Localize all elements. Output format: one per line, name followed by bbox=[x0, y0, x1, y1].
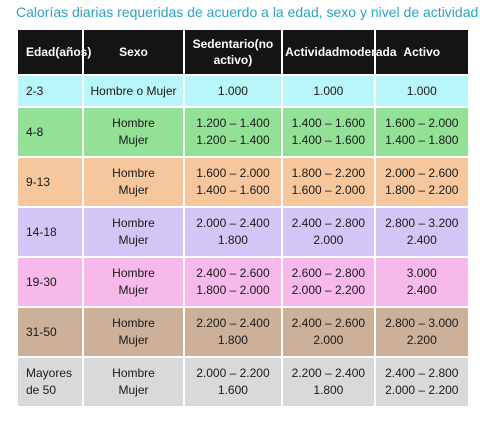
moderate-cell-line: 1.000 bbox=[313, 83, 344, 98]
active-cell-line: 2.200 bbox=[406, 333, 437, 347]
header-row bbox=[18, 30, 468, 74]
active-cell-line: 1.000 bbox=[406, 83, 437, 98]
active-cell-line: 1.400 – 1.800 bbox=[385, 133, 459, 147]
sex-cell bbox=[84, 258, 182, 306]
active-cell-line: 2.400 bbox=[406, 233, 437, 247]
moderate-cell-line: 2.000 bbox=[313, 233, 344, 247]
header-age bbox=[18, 30, 92, 74]
calorie-table bbox=[16, 28, 470, 408]
header-sedentary-line: (no activo) bbox=[213, 37, 274, 67]
sex-cell-line: Hombre bbox=[112, 266, 155, 280]
moderate-cell bbox=[283, 158, 373, 206]
sedentary-cell bbox=[185, 158, 281, 206]
header-sedentary-line: Sedentario bbox=[192, 37, 255, 51]
active-cell bbox=[376, 208, 468, 256]
sedentary-cell-line: 1.200 – 1.400 bbox=[196, 116, 270, 130]
moderate-cell-line: 1.600 – 2.000 bbox=[291, 183, 366, 197]
sex-cell bbox=[84, 208, 182, 256]
sex-cell bbox=[84, 358, 182, 406]
moderate-cell-line: 2.000 – 2.200 bbox=[291, 283, 366, 297]
sedentary-cell-line: 2.000 – 2.400 bbox=[196, 216, 270, 230]
moderate-cell-line: 1.800 bbox=[313, 383, 344, 397]
sex-cell-line: Mujer bbox=[118, 233, 149, 247]
moderate-cell bbox=[283, 76, 373, 106]
active-cell-line: 2.000 – 2.200 bbox=[385, 383, 459, 397]
header-moderate bbox=[283, 30, 397, 74]
sedentary-cell-line: 2.400 – 2.600 bbox=[196, 266, 270, 280]
sex-cell-line: Hombre o Mujer bbox=[90, 83, 177, 98]
sex-cell-line: Hombre bbox=[112, 166, 155, 180]
active-cell-line: 2.800 – 3.200 bbox=[385, 216, 459, 230]
sedentary-cell-line: 1.600 – 2.000 bbox=[196, 166, 270, 180]
sedentary-cell-line: 2.000 – 2.200 bbox=[196, 366, 270, 380]
sex-cell bbox=[84, 76, 182, 106]
age-cell-line: de 50 bbox=[26, 383, 57, 397]
sex-cell-line: Mujer bbox=[118, 283, 149, 297]
table-row bbox=[18, 358, 468, 406]
table-row bbox=[18, 208, 468, 256]
age-cell bbox=[18, 308, 82, 356]
active-cell-line: 1.800 – 2.200 bbox=[385, 183, 459, 197]
age-cell-line: 14-18 bbox=[26, 224, 57, 239]
header-moderate-line: Actividad bbox=[285, 45, 340, 59]
table-row bbox=[18, 108, 468, 156]
active-cell bbox=[376, 158, 468, 206]
moderate-cell bbox=[283, 208, 373, 256]
moderate-cell-line: 2.600 – 2.800 bbox=[291, 266, 366, 280]
sex-cell bbox=[84, 308, 182, 356]
sedentary-cell bbox=[185, 258, 281, 306]
sex-cell-line: Mujer bbox=[118, 183, 149, 197]
active-cell bbox=[376, 308, 468, 356]
sex-cell-line: Hombre bbox=[112, 216, 155, 230]
age-cell bbox=[18, 108, 82, 156]
sex-cell-line: Mujer bbox=[118, 383, 149, 397]
moderate-cell bbox=[283, 108, 373, 156]
moderate-cell-line: 2.200 – 2.400 bbox=[291, 366, 366, 380]
sedentary-cell-line: 1.400 – 1.600 bbox=[196, 183, 270, 197]
table-row bbox=[18, 308, 468, 356]
header-sex bbox=[84, 30, 182, 74]
age-cell-line: 2-3 bbox=[26, 83, 44, 98]
moderate-cell bbox=[283, 258, 373, 306]
sex-cell bbox=[84, 108, 182, 156]
active-cell-line: 1.600 – 2.000 bbox=[385, 116, 459, 130]
moderate-cell-line: 1.800 – 2.200 bbox=[291, 166, 366, 180]
moderate-cell bbox=[283, 358, 373, 406]
moderate-cell-line: 2.000 bbox=[313, 333, 344, 347]
sex-cell-line: Hombre bbox=[112, 366, 155, 380]
age-cell-line: Mayores bbox=[26, 366, 73, 380]
sedentary-cell-line: 1.800 bbox=[217, 333, 248, 347]
header-moderate-line: moderada bbox=[339, 45, 397, 59]
sex-cell-line: Hombre bbox=[112, 116, 155, 130]
page-title: Calorías diarias requeridas de acuerdo a la edad, sexo y nivel de actividad bbox=[16, 4, 479, 20]
age-cell bbox=[18, 358, 82, 406]
active-cell bbox=[376, 76, 468, 106]
age-cell bbox=[18, 258, 82, 306]
table-row bbox=[18, 258, 468, 306]
active-cell-line: 2.400 – 2.800 bbox=[385, 366, 459, 380]
active-cell-line: 3.000 bbox=[406, 266, 437, 280]
active-cell-line: 2.800 – 3.000 bbox=[385, 316, 459, 330]
moderate-cell-line: 1.400 – 1.600 bbox=[291, 133, 366, 147]
sex-cell-line: Mujer bbox=[118, 333, 149, 347]
table-row bbox=[18, 158, 468, 206]
age-cell bbox=[18, 158, 82, 206]
sex-cell-line: Mujer bbox=[118, 133, 149, 147]
sedentary-cell bbox=[185, 76, 281, 106]
active-cell bbox=[376, 358, 468, 406]
sedentary-cell bbox=[185, 208, 281, 256]
age-cell bbox=[18, 208, 82, 256]
sedentary-cell-line: 1.800 – 2.000 bbox=[196, 283, 270, 297]
moderate-cell-line: 2.400 – 2.600 bbox=[291, 316, 366, 330]
sedentary-cell-line: 2.200 – 2.400 bbox=[196, 316, 270, 330]
header-sex-line: Sexo bbox=[119, 45, 148, 59]
sedentary-cell-line: 1.600 bbox=[217, 383, 248, 397]
header-active-line: Activo bbox=[403, 45, 441, 59]
header-age-line: Edad bbox=[26, 45, 56, 59]
age-cell bbox=[18, 76, 82, 106]
active-cell-line: 2.000 – 2.600 bbox=[385, 166, 459, 180]
moderate-cell-line: 2.400 – 2.800 bbox=[291, 216, 366, 230]
header-age-line: (años) bbox=[55, 45, 92, 59]
active-cell bbox=[376, 258, 468, 306]
sedentary-cell bbox=[185, 358, 281, 406]
moderate-cell-line: 1.400 – 1.600 bbox=[291, 116, 366, 130]
age-cell-line: 31-50 bbox=[26, 324, 57, 339]
sex-cell bbox=[84, 158, 182, 206]
sedentary-cell-line: 1.800 bbox=[217, 233, 248, 247]
sedentary-cell bbox=[185, 108, 281, 156]
age-cell-line: 4-8 bbox=[26, 124, 44, 139]
age-cell-line: 19-30 bbox=[26, 274, 57, 289]
sedentary-cell-line: 1.200 – 1.400 bbox=[196, 133, 270, 147]
header-sedentary bbox=[185, 30, 281, 74]
age-cell-line: 9-13 bbox=[26, 174, 51, 189]
active-cell bbox=[376, 108, 468, 156]
sedentary-cell-line: 1.000 bbox=[217, 83, 248, 98]
table-row bbox=[18, 76, 468, 106]
sex-cell-line: Hombre bbox=[112, 316, 155, 330]
moderate-cell bbox=[283, 308, 373, 356]
active-cell-line: 2.400 bbox=[406, 283, 437, 297]
sedentary-cell bbox=[185, 308, 281, 356]
